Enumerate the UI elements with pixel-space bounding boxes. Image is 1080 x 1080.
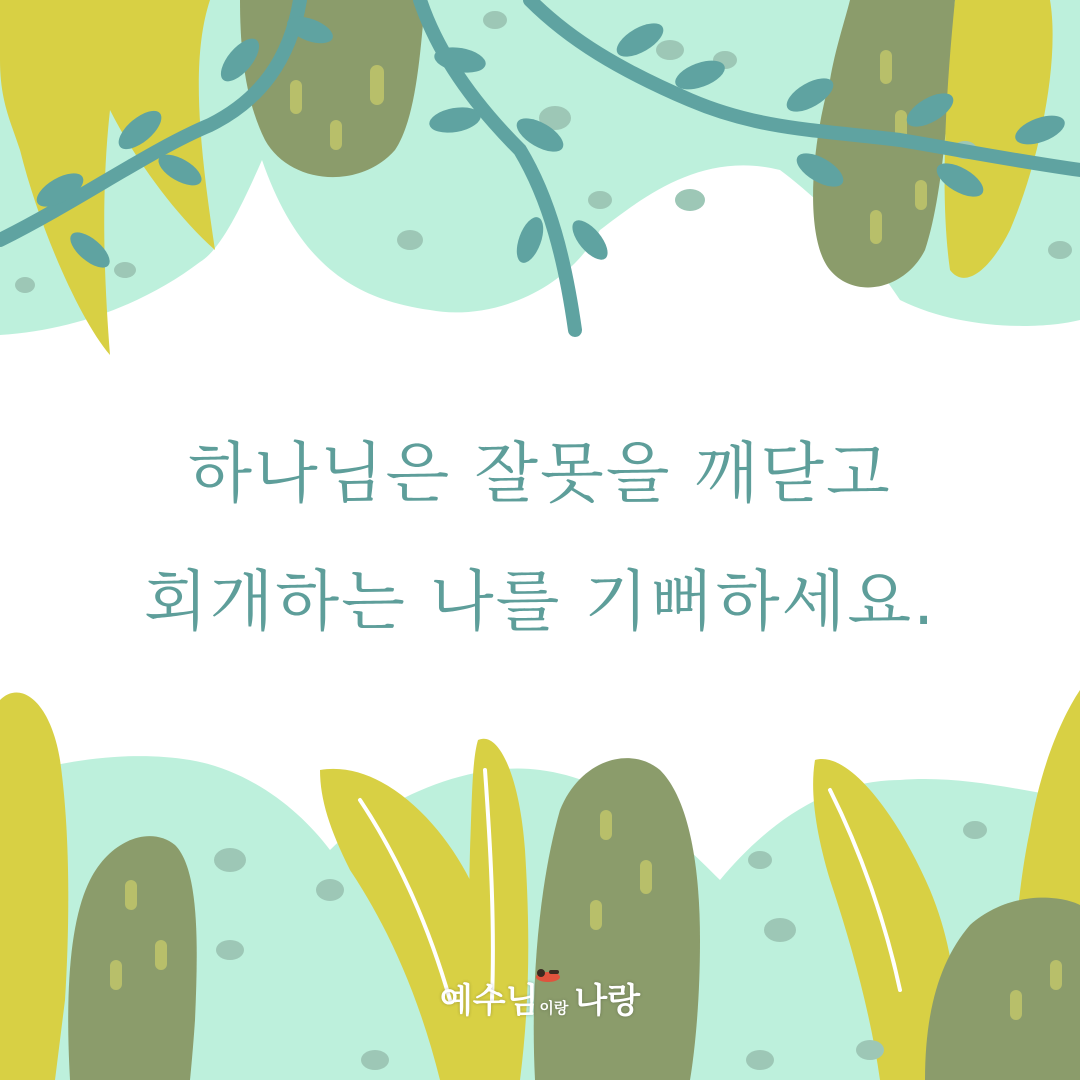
logo-text-2: 이랑 <box>539 999 569 1017</box>
main-message <box>0 410 1080 666</box>
message-line-2: 회개하는 나를 기뻐하세요. <box>143 563 937 640</box>
top-foliage <box>0 0 1080 355</box>
bottom-yellow-leaf-left <box>0 693 68 1080</box>
logo-text-3: 나랑 <box>574 981 641 1021</box>
brand-logo <box>420 962 660 1022</box>
logo-text-1: 예수님 <box>439 981 539 1021</box>
message-line-1: 하나님은 잘못을 깨닫고 <box>188 435 892 512</box>
